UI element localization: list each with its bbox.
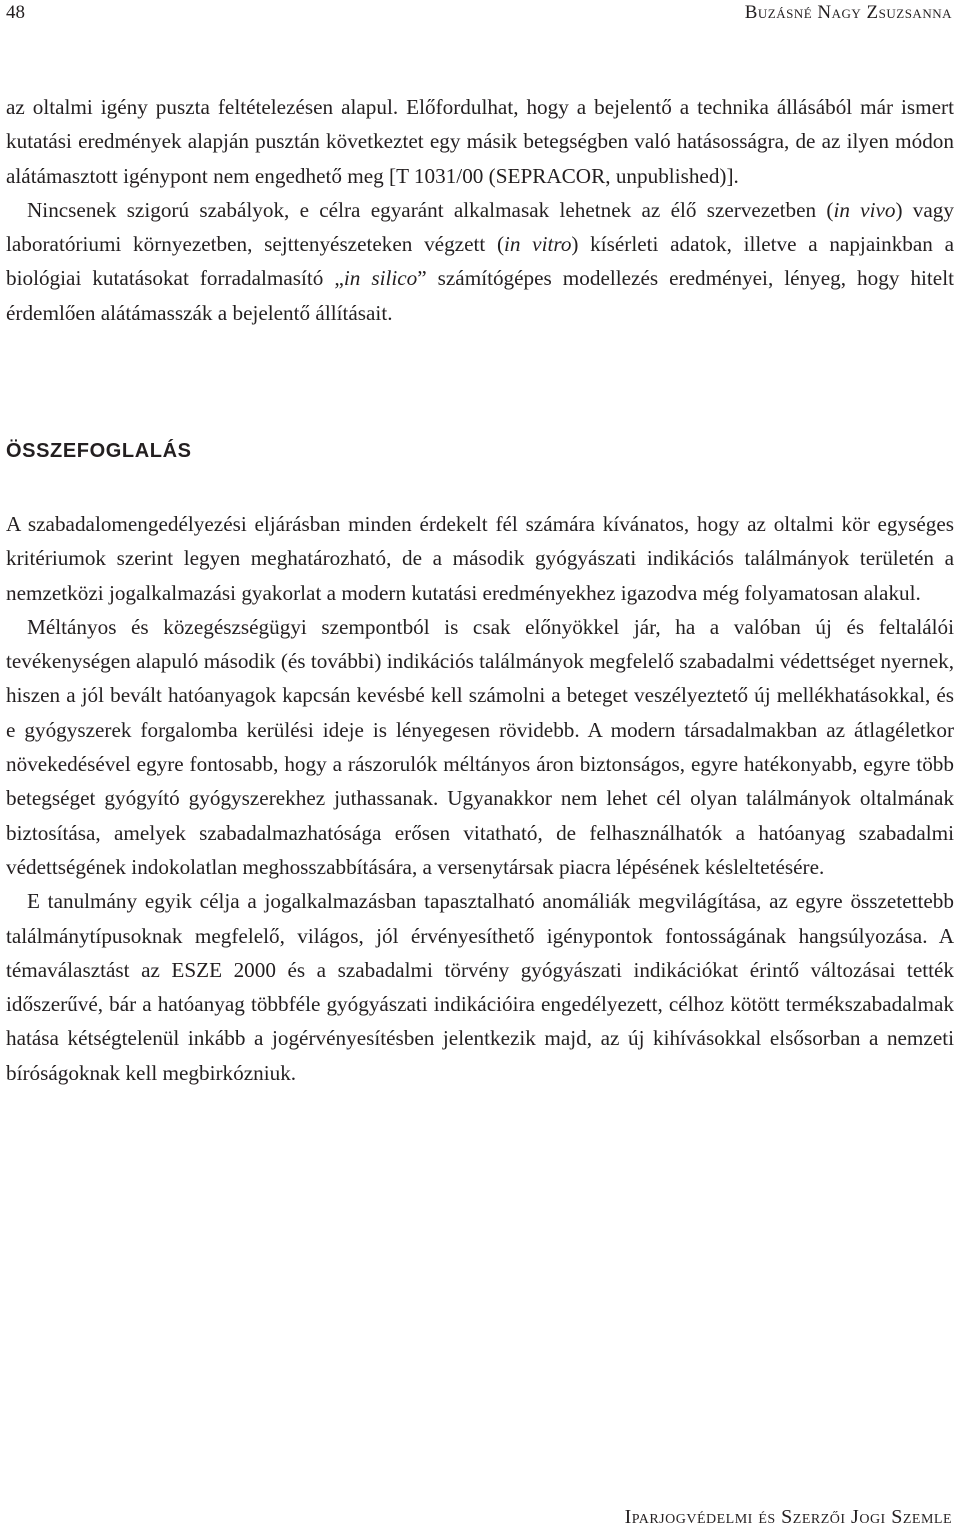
summary-section	[6, 507, 954, 1090]
paragraph-text: Nincsenek szigorú szabályok, e célra egyaránt alkalmasak lehetnek az élő szervezetben (	[27, 197, 834, 222]
summary-paragraph-1: A szabadalomengedélyezési eljárásban minden érdekelt fél számára kívánatos, hogy az oltalmi kör egységes kritériumok szerint legyen meghatározható, de a második gyógyászati indikációs találmányok területén a nemzetközi jogalkalmazási gyakorlat a modern kutatási eredményekhez igazodva még folyamatosan alakul.	[6, 512, 954, 605]
italic-term-in-silico: in silico	[343, 266, 418, 291]
summary-paragraph-3: E tanulmány egyik célja a jogalkalmazásban tapasztalható anomáliák megvilágítása, az egyre összetettebb találmánytípusoknak megfelelő, világos, jól érvényesíthető igénypontok fontosságának hangsúlyozása. A témaválasztást az ESZE 2000 és a szabadalmi törvény gyógyászati indikációkat érintő változásai tették időszerűvé, bár a hatóanyag többféle gyógyászati indikációira engedélyezett, célhoz kötött termékszabadalmak hatása kétségtelenül inkább a jogérvényesítésben jelentkezik majd, az új kihívásokkal elsősorban a nemzeti bíróságoknak kell megbirkózniuk.	[6, 889, 954, 1085]
italic-term-in-vivo: in vivo	[833, 197, 896, 222]
summary-paragraph-2: Méltányos és közegészségügyi szempontból is csak előnyökkel jár, ha a valóban új és feltalálói tevékenységen alapuló második (és további) indikációs találmányok megfelelő szabadalmi védettséget nyernek, hiszen a jól bevált hatóanyagok kapcsán kevésbé kell számolni a beteget veszélyeztető új mellékhatásokkal, és e gyógyszerek forgalomba kerülési ideje is lényegesen rövidebb. A modern társadalmakban az átlagéletkor növekedésével egyre fontosabb, hogy a rászorulók méltányos áron biztonságos, egyre hatékonyabb, egyre több betegséget gyógyító gyógyszerekhez juthassanak. Ugyanakkor nem lehet cél olyan találmányok oltalmának biztosítása, amelyek szabadalmazhatósága erősen vitatható, de felhasználhatók a hatóanyag szabadalmi védettségének indokolatlan meghosszabbítására, a versenytársak piacra lépésének késleltetésére.	[6, 614, 954, 879]
journal-footer: Iparjogvédelmi és Szerzői Jogi Szemle	[624, 1506, 952, 1528]
paragraph-text: ” számítógépes modellezés eredményei, lényeg, hogy hitelt érdemlően alátámasszák a bejelentő állításait.	[6, 266, 954, 325]
paragraph-evidence	[6, 193, 954, 330]
paragraph-text: ) kísérleti adatok, illetve a napjainkban a biológiai kutatásokat forradalmasító „	[6, 232, 954, 291]
italic-term-in-vitro: in vitro	[504, 232, 572, 257]
section-heading-wrap	[6, 440, 192, 463]
paragraph-continuation: az oltalmi igény puszta feltételezésen alapul. Előfordulhat, hogy a bejelentő a technika állásából már ismert kutatási eredmények alapján pusztán következtet egy másik betegségben való hatásosságra, de az ilyen módon alátámasztott igénypont nem engedhető meg [T 1031/00 (SEPRACOR, unpublished)].	[6, 95, 954, 188]
running-head	[0, 0, 960, 30]
page-number: 48	[6, 2, 25, 23]
paragraph-text: ) vagy laboratóriumi környezetben, sejttenyészeteken végzett (	[6, 197, 954, 257]
section-heading: ÖSSZEFOGLALÁS	[6, 440, 192, 462]
running-head-author: Buzásné Nagy Zsuzsanna	[744, 2, 952, 23]
body-text	[6, 90, 954, 330]
